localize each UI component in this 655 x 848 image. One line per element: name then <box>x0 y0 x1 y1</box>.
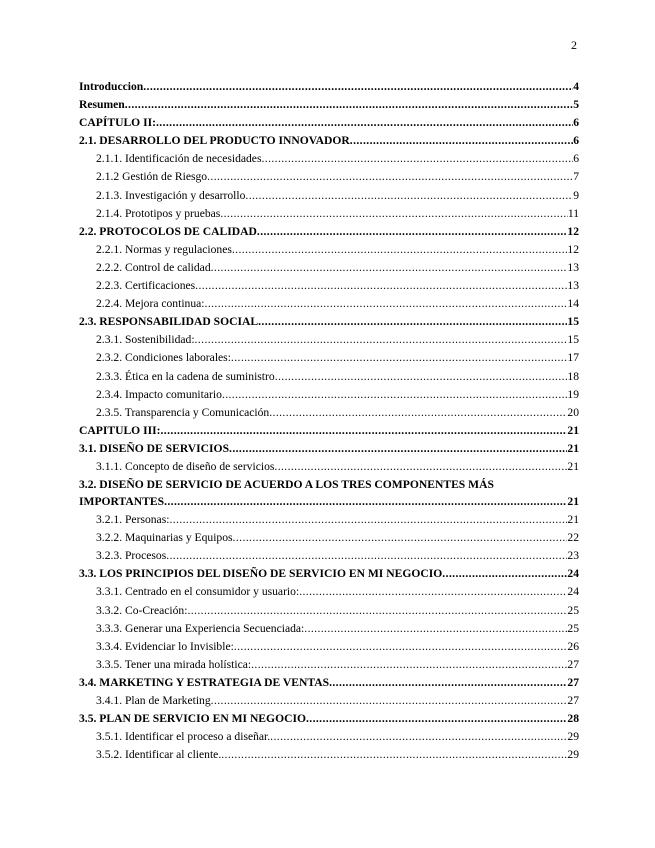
toc-entry-title: 3.3.4. Evidenciar lo Invisible: <box>96 639 234 653</box>
toc-entry-title: 3.3.1. Centrado en el consumidor y usuario: <box>96 585 300 599</box>
dot-leader <box>156 114 573 132</box>
toc-entry-title: 2.1.1. Identificación de necesidades <box>96 152 262 166</box>
toc-entry-page: 13 <box>567 279 579 293</box>
toc-entry-2-3-4[interactable] <box>79 386 579 404</box>
toc-entry-title: 2.2.2. Control de calidad <box>96 260 211 274</box>
toc-entry-page: 25 <box>567 603 579 617</box>
dot-leader <box>442 565 567 583</box>
toc-entry-3-3-4[interactable] <box>79 638 579 656</box>
toc-entry-title: 3.3.2. Co-Creación: <box>96 603 188 617</box>
dot-leader <box>207 168 573 186</box>
toc-entry-page: 27 <box>567 694 579 707</box>
dot-leader <box>229 440 567 458</box>
toc-entry-3-2-2[interactable] <box>79 529 579 547</box>
toc-entry-3-5-2[interactable] <box>79 746 579 764</box>
toc-entry-page: 5 <box>573 98 579 112</box>
toc-entry-capitulo-ii[interactable] <box>79 114 579 132</box>
dot-leader <box>306 710 567 728</box>
dot-leader <box>304 620 567 638</box>
toc-entry-2-1-2[interactable] <box>79 168 579 186</box>
toc-entry-2-3-5[interactable] <box>79 404 579 422</box>
toc-entry-page: 12 <box>567 242 579 256</box>
toc-entry-title: Introduccion <box>79 80 144 93</box>
toc-entry-page: 6 <box>573 152 579 166</box>
toc-entry-page: 21 <box>567 494 579 508</box>
toc-entry-page: 9 <box>573 188 579 202</box>
toc-entry-title: 3.3.5. Tener una mirada holística: <box>96 657 252 671</box>
toc-entry-page: 13 <box>567 260 579 274</box>
dot-leader <box>234 638 568 656</box>
toc-entry-page: 24 <box>567 567 579 581</box>
toc-entry-3-3-1[interactable] <box>79 583 579 601</box>
toc-entry-page: 21 <box>567 513 579 527</box>
toc-entry-2-3[interactable] <box>79 313 579 331</box>
dot-leader <box>231 349 567 367</box>
toc-entry-page: 4 <box>573 80 579 93</box>
dot-leader <box>195 277 567 295</box>
toc-entry-2-2-1[interactable] <box>79 241 579 259</box>
page-number: 2 <box>571 38 577 52</box>
dot-leader <box>258 313 567 331</box>
toc-entry-2-1-1[interactable] <box>79 150 579 168</box>
dot-leader <box>270 728 567 746</box>
toc-entry-page: 19 <box>567 387 579 401</box>
toc-entry-2-1-3[interactable] <box>79 187 579 205</box>
toc-entry-title: 3.4.1. Plan de Marketing <box>96 694 211 707</box>
toc-entry-2-3-3[interactable] <box>79 368 579 386</box>
toc-entry-page: 15 <box>567 333 579 347</box>
dot-leader <box>143 78 573 96</box>
toc-entry-page: 18 <box>567 369 579 383</box>
toc-entry-title: 3.5. PLAN DE SERVICIO EN MI NEGOCIO <box>79 712 306 726</box>
toc-entry-3-2-1[interactable] <box>79 511 579 529</box>
toc-entry-title: 2.3. RESPONSABILIDAD SOCIAL <box>79 315 259 329</box>
toc-entry-2-2-2[interactable] <box>79 259 579 277</box>
toc-entry-title: 3.5.2. Identificar al cliente. <box>96 748 222 762</box>
toc-entry-title: CAPÍTULO II: <box>79 116 156 130</box>
toc-entry-3-3-5[interactable] <box>79 656 579 674</box>
toc-entry-page: 27 <box>567 657 579 671</box>
toc-entry-title: 3.2.3. Procesos <box>96 549 167 563</box>
toc-entry-title: 2.1.2 Gestión de Riesgo <box>96 170 208 184</box>
toc-entry-2-2-4[interactable] <box>79 295 579 313</box>
toc-entry-3-3-2[interactable] <box>79 602 579 620</box>
toc-entry-title: CAPITULO III: <box>79 423 161 437</box>
toc-entry-title: 3.3.3. Generar una Experiencia Secuenciada: <box>96 621 305 635</box>
toc-entry-introduccion[interactable] <box>79 78 579 96</box>
dot-leader <box>251 656 567 674</box>
toc-entry-page: 28 <box>567 712 579 726</box>
dot-leader <box>350 132 573 150</box>
toc-entry-page: 29 <box>567 730 579 744</box>
toc-entry-3-2[interactable] <box>79 476 579 511</box>
toc-entry-page: 7 <box>573 170 579 184</box>
toc-entry-title: 2.2.3. Certificaciones <box>96 279 196 293</box>
toc-entry-title: 3.3. LOS PRINCIPIOS DEL DISEÑO DE SERVICIO EN MI NEGOCIO <box>79 567 443 581</box>
toc-entry-title: 3.1. DISEÑO DE SERVICIOS <box>79 441 230 455</box>
dot-leader <box>220 205 568 223</box>
dot-leader <box>222 386 568 404</box>
toc-entry-title-line2: IMPORTANTES <box>79 494 165 508</box>
toc-entry-page: 21 <box>567 441 579 455</box>
toc-entry-page: 29 <box>567 748 579 762</box>
dot-leader <box>125 96 573 114</box>
dot-leader <box>164 494 567 511</box>
toc-entry-3-3-3[interactable] <box>79 620 579 638</box>
toc-entry-title: 3.2.2. Maquinarias y Equipos <box>96 531 233 545</box>
toc-entry-3-1[interactable] <box>79 440 579 458</box>
toc-entry-title: 2.3.2. Condiciones laborales: <box>96 351 231 365</box>
toc-entry-title: 3.4. MARKETING Y ESTRATEGIA DE VENTAS <box>79 675 330 689</box>
toc-entry-title: 2.3.3. Ética en la cadena de suministro <box>96 369 275 383</box>
dot-leader <box>211 259 568 277</box>
dot-leader <box>169 511 567 529</box>
toc-entry-capitulo-iii[interactable] <box>79 422 579 440</box>
toc-entry-page: 23 <box>567 549 579 563</box>
toc-entry-page: 11 <box>567 206 579 220</box>
toc-entry-title: 2.3.5. Transparencia y Comunicación <box>96 405 270 419</box>
toc-entry-3-1-1[interactable] <box>79 458 579 476</box>
toc-entry-3-2-3[interactable] <box>79 547 579 565</box>
toc-entry-title: 3.5.1. Identificar el proceso a diseñar. <box>96 730 271 744</box>
toc-entry-page: 27 <box>567 675 579 689</box>
toc-entry-title: Resumen <box>79 98 125 112</box>
dot-leader <box>257 223 568 241</box>
dot-leader <box>274 458 567 476</box>
toc-entry-2-2[interactable] <box>79 223 579 241</box>
toc-entry-page: 12 <box>567 224 579 238</box>
dot-leader <box>232 241 568 259</box>
toc-entry-page: 21 <box>567 459 579 473</box>
toc-entry-3-3[interactable] <box>79 565 579 583</box>
toc-entry-3-4[interactable] <box>79 674 579 692</box>
toc-entry-3-5-1[interactable] <box>79 728 579 746</box>
toc-entry-page: 6 <box>573 116 579 130</box>
toc-entry-title: 3.1.1. Concepto de diseño de servicios <box>96 459 275 473</box>
dot-leader <box>205 295 568 313</box>
dot-leader <box>211 692 568 710</box>
dot-leader <box>187 602 567 620</box>
dot-leader <box>299 583 567 601</box>
toc-entry-title: 2.3.1. Sostenibilidad: <box>96 333 195 347</box>
dot-leader <box>269 404 567 422</box>
toc-entry-2-3-1[interactable] <box>79 331 579 349</box>
dot-leader <box>195 331 568 349</box>
toc-entry-resumen[interactable] <box>79 96 579 114</box>
dot-leader <box>233 529 568 547</box>
dot-leader <box>329 674 567 692</box>
table-of-contents <box>79 78 579 764</box>
toc-entry-page: 14 <box>567 297 579 311</box>
toc-entry-page: 26 <box>567 639 579 653</box>
toc-entry-page: 20 <box>567 405 579 419</box>
toc-entry-2-1-4[interactable] <box>79 205 579 223</box>
toc-entry-title: 2.2. PROTOCOLOS DE CALIDAD <box>79 224 257 238</box>
dot-leader <box>245 187 573 205</box>
toc-entry-3-4-1[interactable] <box>79 692 579 710</box>
toc-entry-2-2-3[interactable] <box>79 277 579 295</box>
toc-entry-page: 24 <box>567 585 579 599</box>
toc-entry-page: 21 <box>567 423 579 437</box>
toc-entry-page: 17 <box>567 351 579 365</box>
dot-leader <box>261 150 573 168</box>
toc-entry-title: 2.1. DESARROLLO DEL PRODUCTO INNOVADOR <box>79 134 350 148</box>
toc-entry-title: 2.1.3. Investigación y desarrollo <box>96 188 246 202</box>
toc-entry-2-3-2[interactable] <box>79 349 579 367</box>
toc-entry-page: 22 <box>567 531 579 545</box>
toc-entry-title: 2.2.4. Mejora continua: <box>96 297 205 311</box>
dot-leader <box>275 368 568 386</box>
toc-entry-page: 15 <box>567 315 579 329</box>
toc-entry-title: 3.2.1. Personas: <box>96 513 170 527</box>
toc-entry-page: 6 <box>573 134 579 148</box>
toc-entry-3-5[interactable] <box>79 710 579 728</box>
toc-entry-page: 25 <box>567 621 579 635</box>
toc-entry-title-line1: 3.2. DISEÑO DE SERVICIO DE ACUERDO A LOS TRES COMPONENTES MÁS <box>79 478 494 492</box>
toc-entry-title: 2.2.1. Normas y regulaciones <box>96 242 232 256</box>
toc-entry-title: 2.3.4. Impacto comunitario <box>96 387 222 401</box>
toc-entry-2-1[interactable] <box>79 132 579 150</box>
dot-leader <box>221 746 567 764</box>
dot-leader <box>166 547 567 565</box>
dot-leader <box>161 422 568 440</box>
toc-entry-title: 2.1.4. Prototipos y pruebas <box>96 206 221 220</box>
